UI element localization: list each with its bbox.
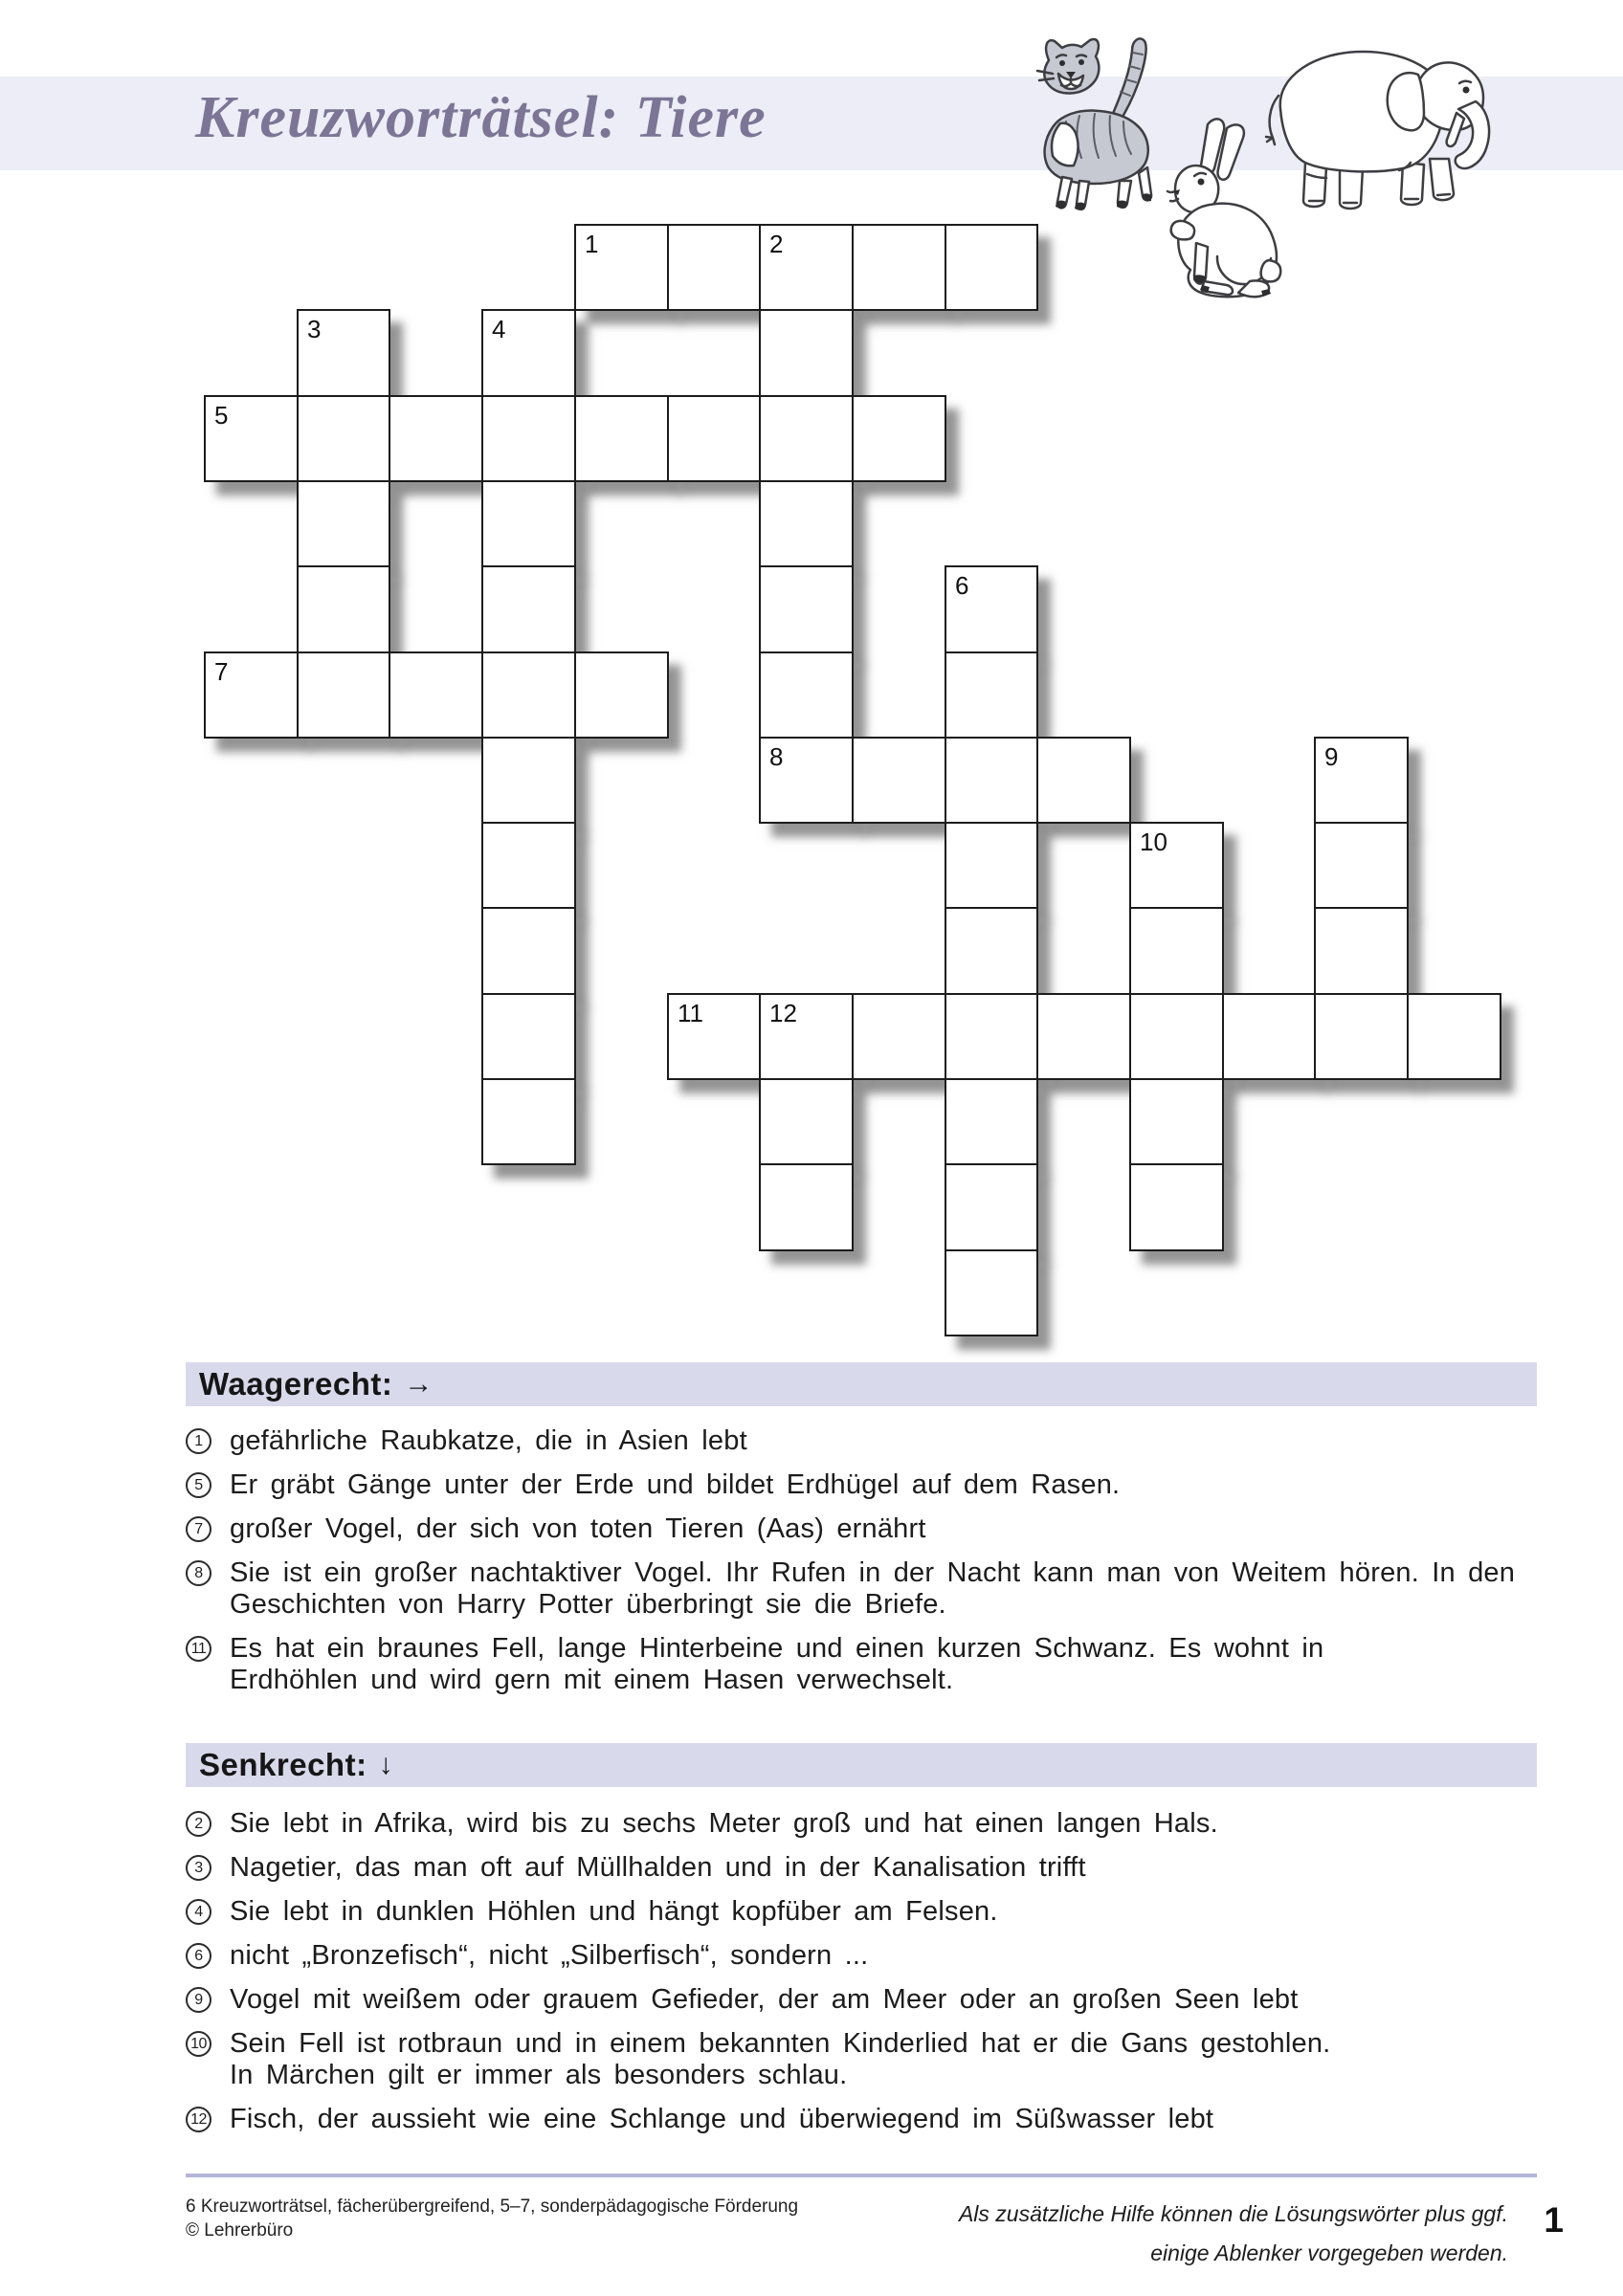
clue-item [186, 1469, 1525, 1501]
grid-cell[interactable] [759, 309, 854, 397]
grid-cell[interactable] [759, 395, 854, 482]
clue-number-badge: 1 [186, 1428, 211, 1454]
clue-item [186, 2104, 1525, 2135]
footer-copyright: © Lehrerbüro [186, 2220, 294, 2241]
grid-cell[interactable] [1407, 993, 1501, 1080]
grid-cell[interactable] [852, 993, 946, 1080]
grid-cell[interactable] [759, 1078, 854, 1165]
grid-cell[interactable] [945, 822, 1038, 909]
cell-number: 4 [492, 315, 506, 343]
grid-cell[interactable] [204, 395, 299, 482]
cell-number: 2 [769, 230, 784, 258]
grid-cell[interactable] [852, 737, 946, 824]
grid-cell[interactable] [945, 907, 1038, 995]
grid-cell[interactable] [945, 737, 1038, 824]
clue-text: Sie ist ein großer nachtaktiver Vogel. Ihr Rufen in der Nacht kann man von Weitem hören. In den Geschichten von Harry Potter überbringt sie die Briefe. [230, 1557, 1516, 1620]
grid-cell[interactable] [667, 224, 761, 311]
clue-item [186, 1557, 1525, 1621]
cell-number: 12 [769, 999, 797, 1027]
grid-cell[interactable] [574, 395, 669, 482]
cell-number: 10 [1140, 828, 1167, 856]
clue-item [186, 1984, 1525, 2016]
clue-number-badge: 5 [186, 1472, 211, 1498]
across-section-header [186, 1362, 1537, 1406]
down-section-header [186, 1743, 1537, 1787]
grid-cell[interactable] [945, 993, 1038, 1080]
footer-source [186, 2195, 798, 2242]
grid-cell[interactable] [297, 651, 390, 739]
down-heading: Senkrecht: [199, 1747, 367, 1782]
grid-cell[interactable] [481, 565, 576, 653]
clue-number-badge: 8 [186, 1560, 211, 1586]
clue-number-badge: 11 [186, 1636, 211, 1662]
grid-cell[interactable] [481, 651, 576, 739]
grid-cell[interactable] [1129, 1078, 1224, 1165]
cell-number: 11 [678, 999, 703, 1027]
footer-source-line: 6 Kreuzworträtsel, fächerübergreifend, 5–7, sonderpädagogische Förderung [186, 2197, 799, 2217]
grid-cell[interactable] [1129, 907, 1224, 995]
grid-cell[interactable] [481, 395, 576, 482]
clue-item [186, 1852, 1525, 1884]
footer-note [959, 2195, 1508, 2273]
clue-text: Vogel mit weißem oder grauem Gefieder, der am Meer oder an großen Seen lebt [230, 1984, 1299, 2015]
page-title: Kreuzworträtsel: Tiere [195, 85, 767, 150]
grid-cell[interactable] [297, 480, 390, 567]
clue-number-badge: 2 [186, 1811, 211, 1837]
grid-cell[interactable] [481, 309, 576, 397]
clue-text: großer Vogel, der sich von toten Tieren (Aas) ernährt [230, 1513, 926, 1544]
grid-cell[interactable] [945, 224, 1038, 311]
cell-number: 1 [585, 230, 599, 258]
clue-number-badge: 9 [186, 1987, 211, 2013]
grid-cell[interactable] [389, 651, 483, 739]
grid-cell[interactable] [945, 651, 1038, 739]
grid-cell[interactable] [945, 1163, 1038, 1251]
grid-cell[interactable] [481, 907, 576, 995]
grid-cell[interactable] [759, 737, 854, 824]
grid-cell[interactable] [759, 993, 854, 1080]
grid-cell[interactable] [1222, 993, 1316, 1080]
clue-text: Es hat ein braunes Fell, lange Hinterbeine und einen kurzen Schwanz. Es wohnt in Erdhöhlen und wird gern mit einem Hasen verwechselt. [230, 1633, 1324, 1695]
grid-cell[interactable] [574, 651, 669, 739]
grid-cell[interactable] [297, 565, 390, 653]
grid-cell[interactable] [945, 565, 1038, 653]
grid-cell[interactable] [1129, 993, 1224, 1080]
page-number: 1 [1544, 2200, 1564, 2240]
grid-cell[interactable] [297, 309, 390, 397]
grid-cell[interactable] [204, 651, 299, 739]
grid-cell[interactable] [481, 737, 576, 824]
grid-cell[interactable] [852, 224, 946, 311]
right-arrow-icon: → [404, 1368, 434, 1400]
clue-text: gefährliche Raubkatze, die in Asien lebt [230, 1425, 747, 1456]
clue-text: Nagetier, das man oft auf Müllhalden und in der Kanalisation trifft [230, 1852, 1086, 1883]
clue-number-badge: 10 [186, 2031, 211, 2057]
clue-text: Fisch, der aussieht wie eine Schlange und überwiegend im Süßwasser lebt [230, 2104, 1214, 2134]
clue-item [186, 1633, 1525, 1696]
down-arrow-icon: ↓ [378, 1749, 393, 1780]
grid-cell[interactable] [389, 395, 483, 482]
clue-item [186, 1896, 1525, 1928]
clue-text: Sie lebt in Afrika, wird bis zu sechs Meter groß und hat einen langen Hals. [230, 1808, 1218, 1839]
cell-number: 9 [1324, 742, 1339, 771]
across-heading: Waagerecht: [199, 1366, 393, 1402]
footer-note-line1: Als zusätzliche Hilfe können die Lösungswörter plus ggf. [958, 2201, 1508, 2226]
grid-cell[interactable] [1036, 993, 1131, 1080]
grid-cell[interactable] [759, 224, 854, 311]
clue-item [186, 2028, 1525, 2091]
cell-number: 7 [214, 657, 229, 686]
grid-cell[interactable] [759, 651, 854, 739]
grid-cell[interactable] [1314, 737, 1409, 824]
clue-number-badge: 7 [186, 1516, 211, 1542]
cell-number: 6 [955, 571, 969, 600]
footer-divider [186, 2174, 1537, 2177]
grid-cell[interactable] [1129, 822, 1224, 909]
clue-list-down [186, 1808, 1525, 2148]
clue-text: Sein Fell ist rotbraun und in einem bekannten Kinderlied hat er die Gans gestohlen. In Märchen gilt er immer als besonders schlau. [230, 2028, 1331, 2090]
grid-cell[interactable] [1036, 737, 1131, 824]
grid-cell[interactable] [1314, 993, 1409, 1080]
clue-number-badge: 3 [186, 1855, 211, 1881]
clue-number-badge: 4 [186, 1899, 211, 1925]
clue-number-badge: 12 [186, 2107, 211, 2132]
grid-cell[interactable] [667, 993, 761, 1080]
clue-text: Sie lebt in dunklen Höhlen und hängt kopfüber am Felsen. [230, 1896, 998, 1927]
clue-item [186, 1940, 1525, 1972]
grid-cell[interactable] [481, 1078, 576, 1165]
grid-cell[interactable] [297, 395, 390, 482]
grid-cell[interactable] [852, 395, 946, 482]
clue-item [186, 1513, 1525, 1545]
grid-cell[interactable] [1314, 907, 1409, 995]
grid-cell[interactable] [759, 565, 854, 653]
clue-text: Er gräbt Gänge unter der Erde und bildet Erdhügel auf dem Rasen. [230, 1469, 1121, 1500]
grid-cell[interactable] [1314, 822, 1409, 909]
cell-number: 5 [214, 401, 229, 430]
cell-number: 8 [769, 742, 784, 771]
clue-item [186, 1425, 1525, 1457]
cell-number: 3 [307, 315, 322, 343]
grid-cell[interactable] [759, 1163, 854, 1251]
grid-cell[interactable] [945, 1078, 1038, 1165]
grid-cell[interactable] [481, 822, 576, 909]
clue-item [186, 1808, 1525, 1840]
clue-number-badge: 6 [186, 1943, 211, 1969]
clue-list-across [186, 1425, 1525, 1709]
grid-cell[interactable] [667, 395, 761, 482]
grid-cell[interactable] [481, 993, 576, 1080]
grid-cell[interactable] [481, 480, 576, 567]
footer-note-line2: einige Ablenker vorgegeben werden. [1150, 2241, 1508, 2265]
grid-cell[interactable] [945, 1249, 1038, 1336]
grid-cell[interactable] [1129, 1163, 1224, 1251]
grid-cell[interactable] [574, 224, 669, 311]
grid-cell[interactable] [759, 480, 854, 567]
clue-text: nicht „Bronzefisch“, nicht „Silberfisch“, sondern ... [230, 1940, 869, 1971]
